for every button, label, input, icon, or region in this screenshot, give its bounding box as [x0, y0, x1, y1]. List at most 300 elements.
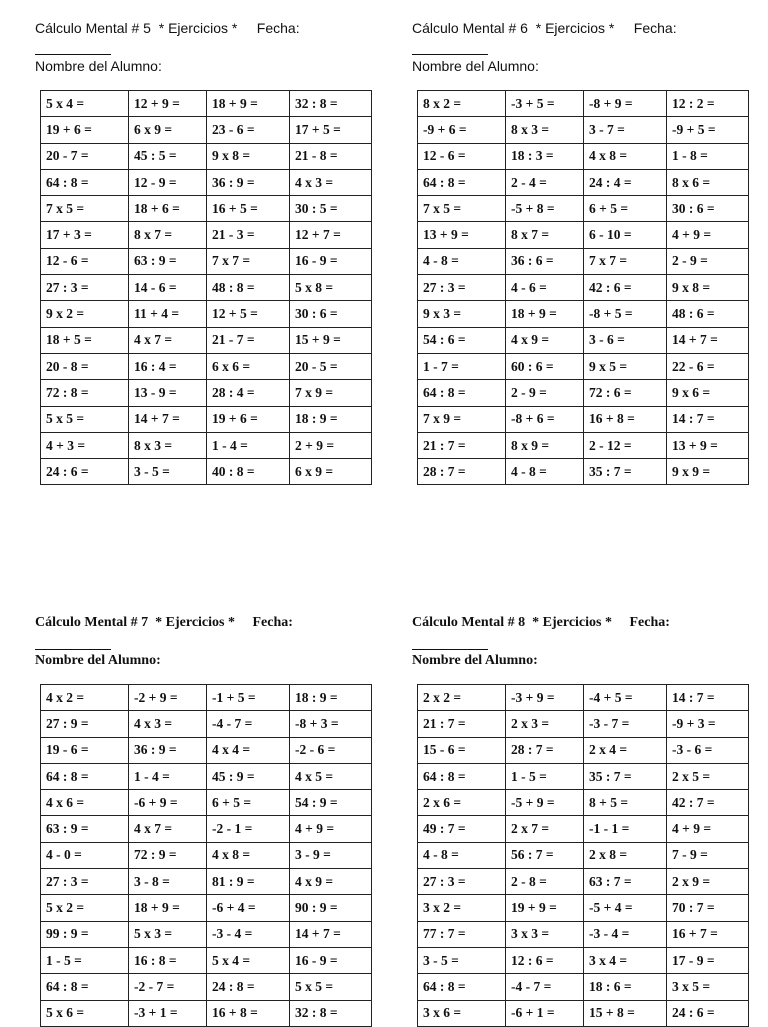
exercise-cell: 16 + 8 = [207, 1000, 290, 1026]
exercise-row [41, 406, 372, 432]
exercise-row [41, 1000, 372, 1026]
exercise-cell: 4 - 8 = [506, 459, 584, 485]
exercise-row [418, 895, 749, 921]
exercise-cell: 12 + 9 = [129, 91, 207, 117]
exercise-row [418, 169, 749, 195]
exercise-cell: 27 : 3 = [418, 275, 506, 301]
exercise-cell: 4 x 3 = [129, 711, 207, 737]
exercise-cell: 24 : 8 = [207, 974, 290, 1000]
exercise-cell: 2 x 7 = [506, 816, 584, 842]
exercise-cell: 32 : 8 = [290, 91, 372, 117]
exercise-cell: 6 x 9 = [290, 459, 372, 485]
exercise-row [418, 763, 749, 789]
exercise-cell: -9 + 6 = [418, 117, 506, 143]
exercise-cell: 81 : 9 = [207, 869, 290, 895]
exercise-cell: 9 x 2 = [41, 301, 129, 327]
exercise-cell: 27 : 9 = [41, 711, 129, 737]
exercise-cell: -4 - 7 = [506, 974, 584, 1000]
exercise-cell: -4 - 7 = [207, 711, 290, 737]
exercise-cell: 6 + 5 = [207, 790, 290, 816]
exercise-cell: 2 - 8 = [506, 869, 584, 895]
exercise-cell: 4 + 9 = [290, 816, 372, 842]
exercise-cell: 64 : 8 = [418, 974, 506, 1000]
exercise-cell: 7 x 5 = [41, 196, 129, 222]
exercise-row [418, 685, 749, 711]
exercise-cell: 4 x 5 = [290, 763, 372, 789]
exercise-cell: 24 : 6 = [41, 459, 129, 485]
exercise-cell: -9 + 5 = [667, 117, 749, 143]
exercise-row [41, 869, 372, 895]
exercise-cell: -5 + 4 = [584, 895, 667, 921]
worksheet-title: Cálculo Mental # 7 [35, 615, 149, 630]
exercise-cell: 12 - 9 = [129, 169, 207, 195]
exercise-grid [40, 684, 372, 1027]
exercise-cell: -6 + 9 = [129, 790, 207, 816]
exercise-cell: 4 + 3 = [41, 432, 129, 458]
exercise-row [41, 143, 372, 169]
exercise-cell: 27 : 3 = [41, 869, 129, 895]
exercise-cell: 20 - 8 = [41, 353, 129, 379]
exercise-cell: 6 x 6 = [207, 353, 290, 379]
exercise-cell: 7 x 5 = [418, 196, 506, 222]
exercise-row [418, 117, 749, 143]
exercise-cell: 72 : 9 = [129, 842, 207, 868]
exercise-cell: 16 : 4 = [129, 353, 207, 379]
worksheet-header [412, 615, 670, 631]
exercise-cell: 1 - 4 = [207, 432, 290, 458]
exercise-cell: 3 x 6 = [418, 1000, 506, 1026]
exercise-cell: 18 + 9 = [207, 91, 290, 117]
exercise-cell: 12 - 6 = [41, 248, 129, 274]
exercise-cell: 19 + 6 = [207, 406, 290, 432]
exercise-cell: 9 x 8 = [667, 275, 749, 301]
exercise-row [41, 737, 372, 763]
exercise-cell: 2 x 9 = [667, 869, 749, 895]
exercise-cell: 4 - 6 = [506, 275, 584, 301]
date-blank-line [35, 635, 111, 650]
exercise-cell: 14 + 7 = [290, 921, 372, 947]
exercise-cell: 3 - 6 = [584, 327, 667, 353]
exercise-cell: 5 x 4 = [41, 91, 129, 117]
exercise-cell: -8 + 9 = [584, 91, 667, 117]
exercise-row [418, 301, 749, 327]
exercise-cell: 18 + 9 = [506, 301, 584, 327]
exercise-row [41, 459, 372, 485]
exercise-row [41, 222, 372, 248]
exercise-cell: 19 + 6 = [41, 117, 129, 143]
exercise-row [41, 895, 372, 921]
exercise-cell: 4 x 2 = [41, 685, 129, 711]
exercise-cell: 4 x 8 = [584, 143, 667, 169]
date-label: Fecha: [633, 20, 677, 36]
exercise-row [41, 380, 372, 406]
exercise-cell: 4 - 0 = [41, 842, 129, 868]
exercise-cell: -3 - 7 = [584, 711, 667, 737]
exercise-cell: 8 x 3 = [129, 432, 207, 458]
exercise-cell: 49 : 7 = [418, 816, 506, 842]
exercise-cell: 16 : 8 = [129, 947, 207, 973]
exercise-cell: 15 - 6 = [418, 737, 506, 763]
worksheet-title: Cálculo Mental # 5 [35, 20, 151, 36]
exercise-cell: -3 - 6 = [667, 737, 749, 763]
exercise-cell: 28 : 4 = [207, 380, 290, 406]
exercise-cell: 56 : 7 = [506, 842, 584, 868]
date-blank-line [35, 40, 111, 55]
exercise-cell: 4 x 9 = [506, 327, 584, 353]
exercise-cell: 4 x 7 = [129, 327, 207, 353]
exercise-row [418, 711, 749, 737]
exercise-cell: 8 + 5 = [584, 790, 667, 816]
exercise-row [418, 327, 749, 353]
exercise-grid [417, 90, 749, 485]
exercise-row [41, 275, 372, 301]
exercise-row [41, 842, 372, 868]
exercise-row [418, 842, 749, 868]
exercise-cell: 12 : 6 = [506, 947, 584, 973]
exercise-row [418, 816, 749, 842]
exercise-cell: 5 x 3 = [129, 921, 207, 947]
exercise-cell: 72 : 8 = [41, 380, 129, 406]
exercise-cell: 9 x 6 = [667, 380, 749, 406]
exercise-cell: 22 - 6 = [667, 353, 749, 379]
exercise-cell: 1 - 4 = [129, 763, 207, 789]
exercise-cell: 12 + 5 = [207, 301, 290, 327]
exercise-cell: -2 + 9 = [129, 685, 207, 711]
exercise-cell: 18 + 9 = [129, 895, 207, 921]
exercise-cell: 9 x 3 = [418, 301, 506, 327]
exercise-cell: 4 x 9 = [290, 869, 372, 895]
exercise-cell: 63 : 9 = [129, 248, 207, 274]
worksheet-header [35, 20, 300, 36]
exercise-cell: 3 - 9 = [290, 842, 372, 868]
exercise-cell: 1 - 5 = [41, 947, 129, 973]
exercise-cell: 36 : 9 = [207, 169, 290, 195]
exercise-cell: 4 - 8 = [418, 842, 506, 868]
exercise-cell: 9 x 9 = [667, 459, 749, 485]
exercise-cell: -1 + 5 = [207, 685, 290, 711]
exercise-cell: 1 - 5 = [506, 763, 584, 789]
exercise-cell: 2 + 9 = [290, 432, 372, 458]
exercise-cell: -4 + 5 = [584, 685, 667, 711]
exercise-row [418, 432, 749, 458]
exercise-cell: 35 : 7 = [584, 763, 667, 789]
exercise-cell: 13 - 9 = [129, 380, 207, 406]
exercise-cell: 3 - 8 = [129, 869, 207, 895]
exercise-cell: -2 - 6 = [290, 737, 372, 763]
exercise-cell: 14 : 7 = [667, 685, 749, 711]
exercise-cell: 4 - 8 = [418, 248, 506, 274]
exercise-cell: 13 + 9 = [667, 432, 749, 458]
exercise-row [41, 921, 372, 947]
worksheet-title: Cálculo Mental # 8 [412, 615, 526, 630]
exercise-cell: 16 - 9 = [290, 947, 372, 973]
exercise-grid [417, 684, 749, 1027]
exercise-cell: 3 - 5 = [129, 459, 207, 485]
exercise-cell: -6 + 1 = [506, 1000, 584, 1026]
exercise-cell: 21 - 8 = [290, 143, 372, 169]
exercise-row [41, 301, 372, 327]
exercise-cell: 16 + 8 = [584, 406, 667, 432]
exercise-cell: 2 x 6 = [418, 790, 506, 816]
exercise-cell: 9 x 5 = [584, 353, 667, 379]
exercise-row [418, 91, 749, 117]
exercise-cell: 3 x 2 = [418, 895, 506, 921]
exercise-cell: 14 - 6 = [129, 275, 207, 301]
exercise-cell: 40 : 8 = [207, 459, 290, 485]
exercise-cell: -5 + 9 = [506, 790, 584, 816]
exercise-row [418, 947, 749, 973]
exercise-cell: 21 - 7 = [207, 327, 290, 353]
student-name-label: Nombre del Alumno: [412, 653, 538, 668]
exercises-label: * Ejercicios * [535, 20, 615, 36]
exercise-cell: 5 x 5 = [290, 974, 372, 1000]
exercise-cell: -1 - 1 = [584, 816, 667, 842]
exercise-cell: 18 : 3 = [506, 143, 584, 169]
exercise-cell: 35 : 7 = [584, 459, 667, 485]
exercise-row [41, 763, 372, 789]
exercise-cell: 36 : 9 = [129, 737, 207, 763]
exercise-cell: 17 - 9 = [667, 947, 749, 973]
exercise-cell: 4 x 8 = [207, 842, 290, 868]
exercise-cell: 3 x 4 = [584, 947, 667, 973]
exercise-cell: 8 x 7 = [129, 222, 207, 248]
exercise-row [418, 222, 749, 248]
exercise-cell: 70 : 7 = [667, 895, 749, 921]
exercise-cell: 5 x 8 = [290, 275, 372, 301]
exercise-cell: 4 x 3 = [290, 169, 372, 195]
exercise-cell: 6 + 5 = [584, 196, 667, 222]
exercise-cell: 5 x 4 = [207, 947, 290, 973]
exercise-cell: 8 x 2 = [418, 91, 506, 117]
exercises-label: * Ejercicios * [155, 615, 235, 630]
exercise-row [41, 432, 372, 458]
exercise-cell: 28 : 7 = [506, 737, 584, 763]
exercise-cell: 64 : 8 = [418, 763, 506, 789]
exercise-row [418, 143, 749, 169]
exercise-cell: 4 x 4 = [207, 737, 290, 763]
exercise-cell: 64 : 8 = [41, 763, 129, 789]
exercise-cell: -8 + 3 = [290, 711, 372, 737]
exercise-cell: 14 + 7 = [667, 327, 749, 353]
exercise-cell: 24 : 6 = [667, 1000, 749, 1026]
exercise-cell: 14 : 7 = [667, 406, 749, 432]
exercise-row [41, 711, 372, 737]
exercise-cell: -5 + 8 = [506, 196, 584, 222]
exercise-cell: 2 - 4 = [506, 169, 584, 195]
exercise-row [418, 790, 749, 816]
exercise-cell: 3 - 7 = [584, 117, 667, 143]
date-label: Fecha: [252, 615, 293, 630]
date-blank-line [412, 40, 488, 55]
exercise-cell: 77 : 7 = [418, 921, 506, 947]
exercise-cell: 3 x 5 = [667, 974, 749, 1000]
exercise-row [41, 327, 372, 353]
exercise-cell: 12 + 7 = [290, 222, 372, 248]
exercise-cell: 1 - 8 = [667, 143, 749, 169]
exercise-cell: 6 x 9 = [129, 117, 207, 143]
exercise-cell: 2 - 12 = [584, 432, 667, 458]
exercise-cell: -3 - 4 = [584, 921, 667, 947]
exercise-cell: 14 + 7 = [129, 406, 207, 432]
exercise-row [418, 196, 749, 222]
exercise-cell: 30 : 5 = [290, 196, 372, 222]
exercise-cell: 5 x 2 = [41, 895, 129, 921]
exercise-cell: 8 x 7 = [506, 222, 584, 248]
exercise-cell: 21 : 7 = [418, 711, 506, 737]
exercise-cell: 6 - 10 = [584, 222, 667, 248]
exercise-cell: 32 : 8 = [290, 1000, 372, 1026]
date-label: Fecha: [629, 615, 670, 630]
exercise-cell: -6 + 4 = [207, 895, 290, 921]
exercise-cell: 3 - 5 = [418, 947, 506, 973]
exercise-cell: 2 x 4 = [584, 737, 667, 763]
exercise-cell: 7 x 7 = [207, 248, 290, 274]
exercise-cell: 7 - 9 = [667, 842, 749, 868]
exercise-cell: -8 + 5 = [584, 301, 667, 327]
exercise-cell: 5 x 6 = [41, 1000, 129, 1026]
exercise-cell: 54 : 9 = [290, 790, 372, 816]
exercise-row [41, 353, 372, 379]
exercises-label: * Ejercicios * [158, 20, 238, 36]
exercise-cell: 64 : 8 = [41, 974, 129, 1000]
exercise-cell: 4 x 7 = [129, 816, 207, 842]
exercise-row [41, 169, 372, 195]
exercise-cell: 5 x 5 = [41, 406, 129, 432]
exercise-cell: 42 : 6 = [584, 275, 667, 301]
exercise-cell: 2 x 5 = [667, 763, 749, 789]
exercise-cell: 30 : 6 = [290, 301, 372, 327]
exercise-cell: 20 - 7 = [41, 143, 129, 169]
exercise-cell: 16 - 9 = [290, 248, 372, 274]
exercise-cell: 45 : 5 = [129, 143, 207, 169]
exercise-cell: 18 : 9 = [290, 685, 372, 711]
exercise-cell: -3 - 4 = [207, 921, 290, 947]
exercise-row [41, 117, 372, 143]
exercise-cell: 24 : 4 = [584, 169, 667, 195]
exercise-cell: 28 : 7 = [418, 459, 506, 485]
exercise-cell: 3 x 3 = [506, 921, 584, 947]
exercise-row [41, 816, 372, 842]
student-name-label: Nombre del Alumno: [35, 58, 162, 74]
exercise-cell: -2 - 1 = [207, 816, 290, 842]
exercise-cell: 18 + 5 = [41, 327, 129, 353]
exercise-cell: 72 : 6 = [584, 380, 667, 406]
exercise-grid [40, 90, 372, 485]
exercise-row [41, 196, 372, 222]
student-name-label: Nombre del Alumno: [35, 653, 161, 668]
exercise-cell: 27 : 3 = [418, 869, 506, 895]
exercise-row [418, 406, 749, 432]
exercise-cell: 12 : 2 = [667, 91, 749, 117]
exercise-cell: 54 : 6 = [418, 327, 506, 353]
exercise-cell: 63 : 7 = [584, 869, 667, 895]
worksheet-title: Cálculo Mental # 6 [412, 20, 528, 36]
exercise-cell: 18 + 6 = [129, 196, 207, 222]
exercise-cell: 17 + 5 = [290, 117, 372, 143]
exercise-cell: 42 : 7 = [667, 790, 749, 816]
exercise-cell: 36 : 6 = [506, 248, 584, 274]
exercise-cell: 9 x 8 = [207, 143, 290, 169]
exercise-cell: 1 - 7 = [418, 353, 506, 379]
exercise-cell: 12 - 6 = [418, 143, 506, 169]
exercise-cell: 2 - 9 = [667, 248, 749, 274]
exercise-row [418, 974, 749, 1000]
exercise-cell: 11 + 4 = [129, 301, 207, 327]
exercise-cell: 7 x 7 = [584, 248, 667, 274]
exercise-cell: 4 + 9 = [667, 816, 749, 842]
exercise-row [41, 790, 372, 816]
exercise-cell: 19 + 9 = [506, 895, 584, 921]
exercise-cell: -3 + 5 = [506, 91, 584, 117]
exercise-cell: 17 + 3 = [41, 222, 129, 248]
exercise-cell: 15 + 9 = [290, 327, 372, 353]
date-label: Fecha: [256, 20, 300, 36]
date-blank-line [412, 635, 488, 650]
exercise-row [418, 380, 749, 406]
exercise-cell: 99 : 9 = [41, 921, 129, 947]
exercise-cell: 15 + 8 = [584, 1000, 667, 1026]
exercise-row [418, 275, 749, 301]
exercise-cell: 48 : 6 = [667, 301, 749, 327]
exercise-row [41, 248, 372, 274]
exercise-cell: 13 + 9 = [418, 222, 506, 248]
exercise-cell: 8 x 3 = [506, 117, 584, 143]
exercise-row [418, 737, 749, 763]
exercise-cell: 2 x 8 = [584, 842, 667, 868]
exercise-cell: 2 x 3 = [506, 711, 584, 737]
exercise-cell: 48 : 8 = [207, 275, 290, 301]
exercises-label: * Ejercicios * [532, 615, 612, 630]
exercise-cell: -9 + 3 = [667, 711, 749, 737]
exercise-cell: 30 : 6 = [667, 196, 749, 222]
exercise-cell: 64 : 8 = [418, 380, 506, 406]
exercise-cell: 7 x 9 = [290, 380, 372, 406]
exercise-row [418, 459, 749, 485]
exercise-row [418, 869, 749, 895]
exercise-cell: 45 : 9 = [207, 763, 290, 789]
exercise-cell: -3 + 1 = [129, 1000, 207, 1026]
exercise-row [418, 248, 749, 274]
exercise-cell: 19 - 6 = [41, 737, 129, 763]
exercise-cell: 60 : 6 = [506, 353, 584, 379]
student-name-label: Nombre del Alumno: [412, 58, 539, 74]
exercise-cell: 20 - 5 = [290, 353, 372, 379]
exercise-row [41, 91, 372, 117]
exercise-cell: 64 : 8 = [418, 169, 506, 195]
exercise-cell: 21 - 3 = [207, 222, 290, 248]
exercise-cell: 16 + 7 = [667, 921, 749, 947]
exercise-cell: 2 x 2 = [418, 685, 506, 711]
exercise-cell: 18 : 9 = [290, 406, 372, 432]
exercise-cell: 4 + 9 = [667, 222, 749, 248]
exercise-cell: 7 x 9 = [418, 406, 506, 432]
exercise-cell: 2 - 9 = [506, 380, 584, 406]
exercise-row [418, 921, 749, 947]
exercise-cell: 8 x 9 = [506, 432, 584, 458]
worksheet-header [412, 20, 677, 36]
exercise-cell: 27 : 3 = [41, 275, 129, 301]
exercise-cell: -8 + 6 = [506, 406, 584, 432]
exercise-cell: -2 - 7 = [129, 974, 207, 1000]
exercise-cell: 90 : 9 = [290, 895, 372, 921]
exercise-cell: 63 : 9 = [41, 816, 129, 842]
exercise-cell: 16 + 5 = [207, 196, 290, 222]
exercise-cell: -3 + 9 = [506, 685, 584, 711]
worksheet-header [35, 615, 293, 631]
exercise-row [418, 1000, 749, 1026]
exercise-row [41, 947, 372, 973]
exercise-row [41, 974, 372, 1000]
